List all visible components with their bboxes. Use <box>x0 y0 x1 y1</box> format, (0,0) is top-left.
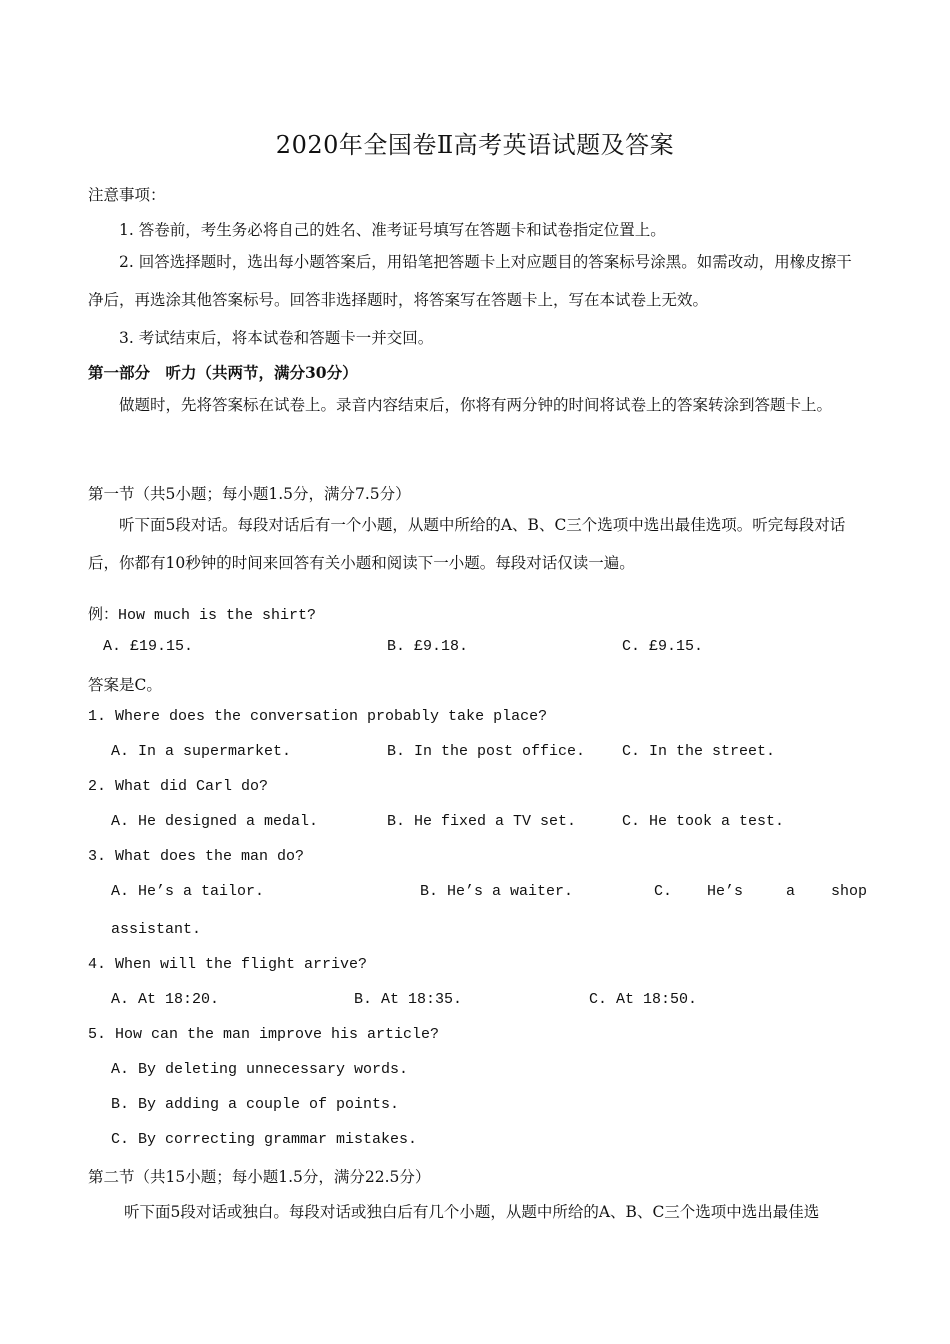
question-1-option-c: C. In the street. <box>622 743 776 760</box>
notice-heading: 注意事项： <box>88 186 166 204</box>
question-2-option-b: B. He fixed a TV set. <box>387 813 577 830</box>
question-3-option-c-word3: shop <box>831 883 868 900</box>
question-4-option-c: C. At 18:50. <box>589 991 698 1008</box>
question-3: 3. What does the man do? <box>88 848 305 865</box>
part1-heading: 第一部分 听力（共两节，满分30分） <box>88 363 358 382</box>
example-answer: 答案是C。 <box>88 676 162 694</box>
question-5-option-c: C. By correcting grammar mistakes. <box>111 1131 418 1148</box>
part1-intro: 做题时，先将答案标在试卷上。录音内容结束后，你将有两分钟的时间将试卷上的答案转涂到答题卡上。 <box>119 396 833 414</box>
question-2-option-a: A. He designed a medal. <box>111 813 319 830</box>
question-2: 2. What did Carl do? <box>88 778 269 795</box>
question-3-option-c-word4: assistant. <box>111 921 202 938</box>
question-4: 4. When will the flight arrive? <box>88 956 368 973</box>
page-title: 2020年全国卷Ⅱ高考英语试题及答案 <box>275 131 675 159</box>
example-option-b: B. £9.18. <box>387 638 469 655</box>
notice-item-3: 3. 考试结束后，将本试卷和答题卡一并交回。 <box>119 329 434 347</box>
notice-item-2: 2. 回答选择题时，选出每小题答案后，用铅笔把答题卡上对应题目的答案标号涂黑。如需改动，用橡皮擦干净后，再选涂其他答案标号。回答非选择题时，将答案写在答题卡上，写在本试卷上无效。 <box>88 253 852 309</box>
question-3-option-c-letter: C. <box>654 883 673 900</box>
question-5-option-a: A. By deleting unnecessary words. <box>111 1061 409 1078</box>
question-3-option-c-word1: He’s <box>707 883 744 900</box>
example-question: 例：How much is the shirt? <box>88 607 317 624</box>
question-1-option-b: B. In the post office. <box>387 743 586 760</box>
question-4-option-b: B. At 18:35. <box>354 991 463 1008</box>
question-1: 1. Where does the conversation probably take place? <box>88 708 548 725</box>
question-5-option-b: B. By adding a couple of points. <box>111 1096 400 1113</box>
section1-heading: 第一节（共5小题；每小题1.5分，满分7.5分） <box>88 485 411 503</box>
section1-intro: 听下面5段对话。每段对话后有一个小题，从题中所给的A、B、C三个选项中选出最佳选项。听完每段对话后，你都有10秒钟的时间来回答有关小题和阅读下一小题。每段对话仅读一遍。 <box>88 516 846 572</box>
notice-item-1: 1. 答卷前，考生务必将自己的姓名、准考证号填写在答题卡和试卷指定位置上。 <box>119 221 666 239</box>
section2-intro: 听下面5段对话或独白。每段对话或独白后有几个小题，从题中所给的A、B、C三个选项中选出最佳选 <box>124 1203 820 1221</box>
question-1-option-a: A. In a supermarket. <box>111 743 292 760</box>
question-3-option-a: A. He’s a tailor. <box>111 883 265 900</box>
question-5: 5. How can the man improve his article? <box>88 1026 440 1043</box>
example-option-c: C. £9.15. <box>622 638 704 655</box>
question-3-option-b: B. He’s a waiter. <box>420 883 574 900</box>
example-option-a: A. £19.15. <box>103 638 194 655</box>
question-4-option-a: A. At 18:20. <box>111 991 220 1008</box>
question-3-option-c-word2: a <box>786 883 796 900</box>
section2-heading: 第二节（共15小题；每小题1.5分，满分22.5分） <box>88 1168 431 1186</box>
question-2-option-c: C. He took a test. <box>622 813 785 830</box>
